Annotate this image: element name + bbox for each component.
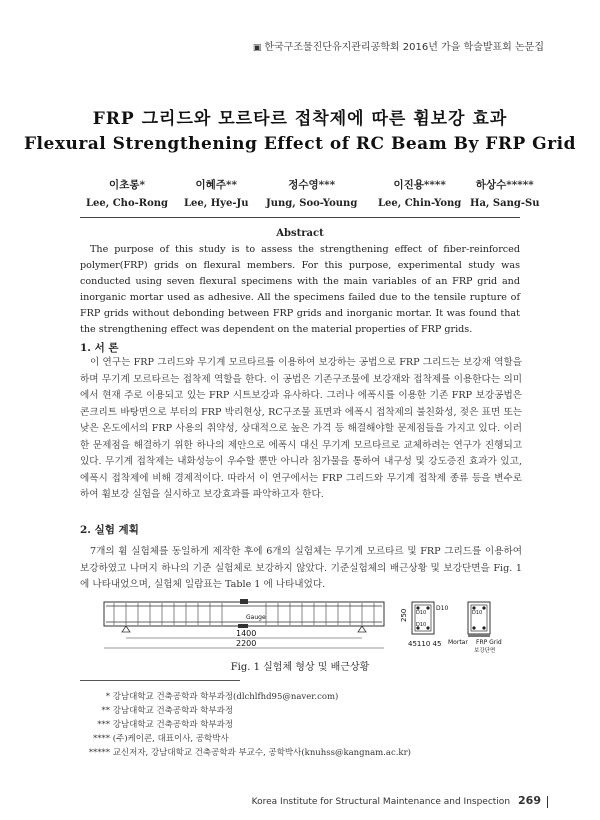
author-name-ko: 이혜주** — [195, 179, 237, 191]
gauge-mark-bottom — [238, 624, 248, 628]
author-name-en: Lee, Cho-Rong — [86, 198, 169, 209]
section-height-label: 250 — [400, 608, 408, 622]
rebar-label: D10 — [436, 605, 449, 612]
beam-diagram — [96, 598, 506, 656]
mortar-layer — [468, 634, 490, 637]
footer-org: Korea Institute for Structural Maintenance and Inspection — [251, 797, 511, 807]
section-width-label: 45110 45 — [408, 640, 442, 648]
footnote-text: 강남대학교 건축공학과 학부과정 — [112, 720, 234, 730]
abstract-heading: Abstract — [276, 228, 324, 239]
section-2-heading: 2. 실험 계획 — [80, 524, 139, 536]
header-text: 한국구조물진단유지관리공학회 2016년 가을 학술발표회 논문집 — [264, 42, 544, 53]
author-name-en: Jung, Soo-Young — [266, 198, 358, 209]
footnote-text: (주)케이콘, 대표이사, 공학박사 — [112, 734, 229, 744]
dim-outer-label: 2200 — [236, 639, 257, 648]
title-english: Flexural Strengthening Effect of RC Beam By FRP Grid — [23, 134, 576, 154]
footnote-text: 교신저자, 강남대학교 건축공학과 부교수, 공학박사(knuhss@kangnam.ac.kr) — [112, 748, 411, 758]
footer-bar — [547, 796, 548, 808]
footnote-mark: * — [105, 692, 110, 702]
author-name-en: Lee, Chin-Yong — [378, 198, 462, 209]
footnote-mark: *** — [97, 720, 110, 730]
author-name-ko: 이초롱* — [109, 179, 145, 191]
header-mark-icon: ▣ — [252, 43, 262, 53]
gauge-mark — [240, 599, 248, 604]
title-divider — [80, 217, 520, 218]
section-label: 보강단면 — [474, 648, 496, 654]
author-name-en: Ha, Sang-Su — [470, 198, 540, 209]
author-name-en: Lee, Hye-Ju — [184, 198, 249, 209]
author-name-ko: 정수영*** — [288, 179, 336, 191]
figure-caption: Fig. 1 실험체 형상 및 배근상황 — [230, 662, 370, 673]
frp-label: FRP Grid — [476, 639, 502, 646]
title-korean: FRP 그리드와 모르타르 접착제에 따른 휨보강 효과 — [92, 109, 508, 129]
footnote-text: 강남대학교 건축공학과 학부과정 — [112, 706, 234, 716]
footnote-4 — [80, 732, 229, 744]
author-name-ko: 이진용**** — [393, 179, 446, 191]
footnote-2 — [80, 704, 233, 716]
support-right — [358, 626, 366, 632]
footnote-mark: **** — [93, 734, 110, 744]
author-2 — [184, 177, 249, 209]
rebar-label: D10 — [472, 610, 483, 616]
footnote-1 — [80, 690, 338, 702]
dim-inner-label: 1400 — [236, 629, 257, 638]
mortar-label: Mortar — [448, 639, 468, 646]
support-left — [122, 626, 130, 632]
footnote-text: 강남대학교 건축공학과 학부과정(dlchlfhd95@naver.com) — [112, 692, 339, 702]
abstract-text: The purpose of this study is to assess the strengthening effect of fiber-reinforced polymer(FRP) grids on flexural members. For this purpose, experimental study was conducted using seven flexural specimens with the main variables of an FRP grid and inorganic mortar used as adhesive. All the specimens failed due to the tensile rupture of FRP grids without debonding between FRP grids and inorganic mortar. It was found that the strengthening effect was dependent on the material properties of FRP grids. — [80, 244, 520, 335]
figure-1 — [96, 598, 506, 656]
running-header — [253, 38, 544, 53]
page-footer — [252, 794, 548, 808]
footnote-5 — [80, 746, 411, 758]
section-2-body: 7개의 휨 실험체를 동일하게 제작한 후에 6개의 실험체는 무기계 모르타르 및 FRP 그리드를 이용하여 보강하였고 나머지 하나의 기준 실험체로 보강하지 않았다. 기준실험체의 배근상황 및 보강단면을 Fig. 1에 나타내었으며, 실험체 일람표는 Table 1 에 나타내었다. — [80, 546, 522, 590]
author-1 — [86, 177, 168, 209]
author-4 — [378, 177, 461, 209]
section-1-heading: 1. 서 론 — [80, 342, 119, 354]
author-name-ko: 하상수***** — [475, 179, 534, 191]
author-5 — [470, 177, 540, 209]
beam-outline — [104, 602, 384, 626]
rebar-label: D10 — [416, 610, 427, 616]
author-3 — [266, 177, 357, 209]
footnote-rule — [80, 680, 240, 681]
rebar-label: D10 — [416, 622, 427, 628]
page-number: 269 — [518, 794, 541, 807]
gauge-label: Gauge — [246, 614, 266, 621]
footnote-mark: ***** — [88, 748, 110, 758]
footnote-3 — [80, 718, 233, 730]
footnote-mark: ** — [101, 706, 110, 716]
section-1-body: 이 연구는 FRP 그리드와 무기계 모르타르를 이용하여 보강하는 공법으로 FRP 그리드는 보강재 역할을 하며 무기계 모르타르는 접착제 역할을 한다. 이 공법은 기존구조물에 보강재와 접착제를 이용한다는 의미에서 현재 주로 이용되고 있는 FRP 시트보강과 유사하다. 그러나 에폭시를 이용한 기존 FRP 보강공법은 콘크리트 바탕면으로 부터의 FRP 박리현상, RC구조물 표면과 에폭시 접착제의 불친화성, 젖은 표면 또는 낮은 온도에서의 FRP 사용의 취약성, 상대적으로 높은 가격 등 해결해야할 문제점들을 가지고 있다. 이러한 문제점을 해결하기 위한 하나의 제안으로 에폭시 대신 무기계 모르타르로 교체하려는 연구가 진행되고 있다. 무기계 접착제는 내화성능이 우수할 뿐만 아니라 침가물을 통하여 내구성 및 강도증진 효과가 있고, 에폭시 접착제에 비해 경제적이다. 따라서 이 연구에서는 FRP 그리드와 무기계 접착제 종류 등을 변수로 하여 휨보강 실험을 실시하고 보강효과를 파악하고자 한다. — [80, 357, 522, 500]
